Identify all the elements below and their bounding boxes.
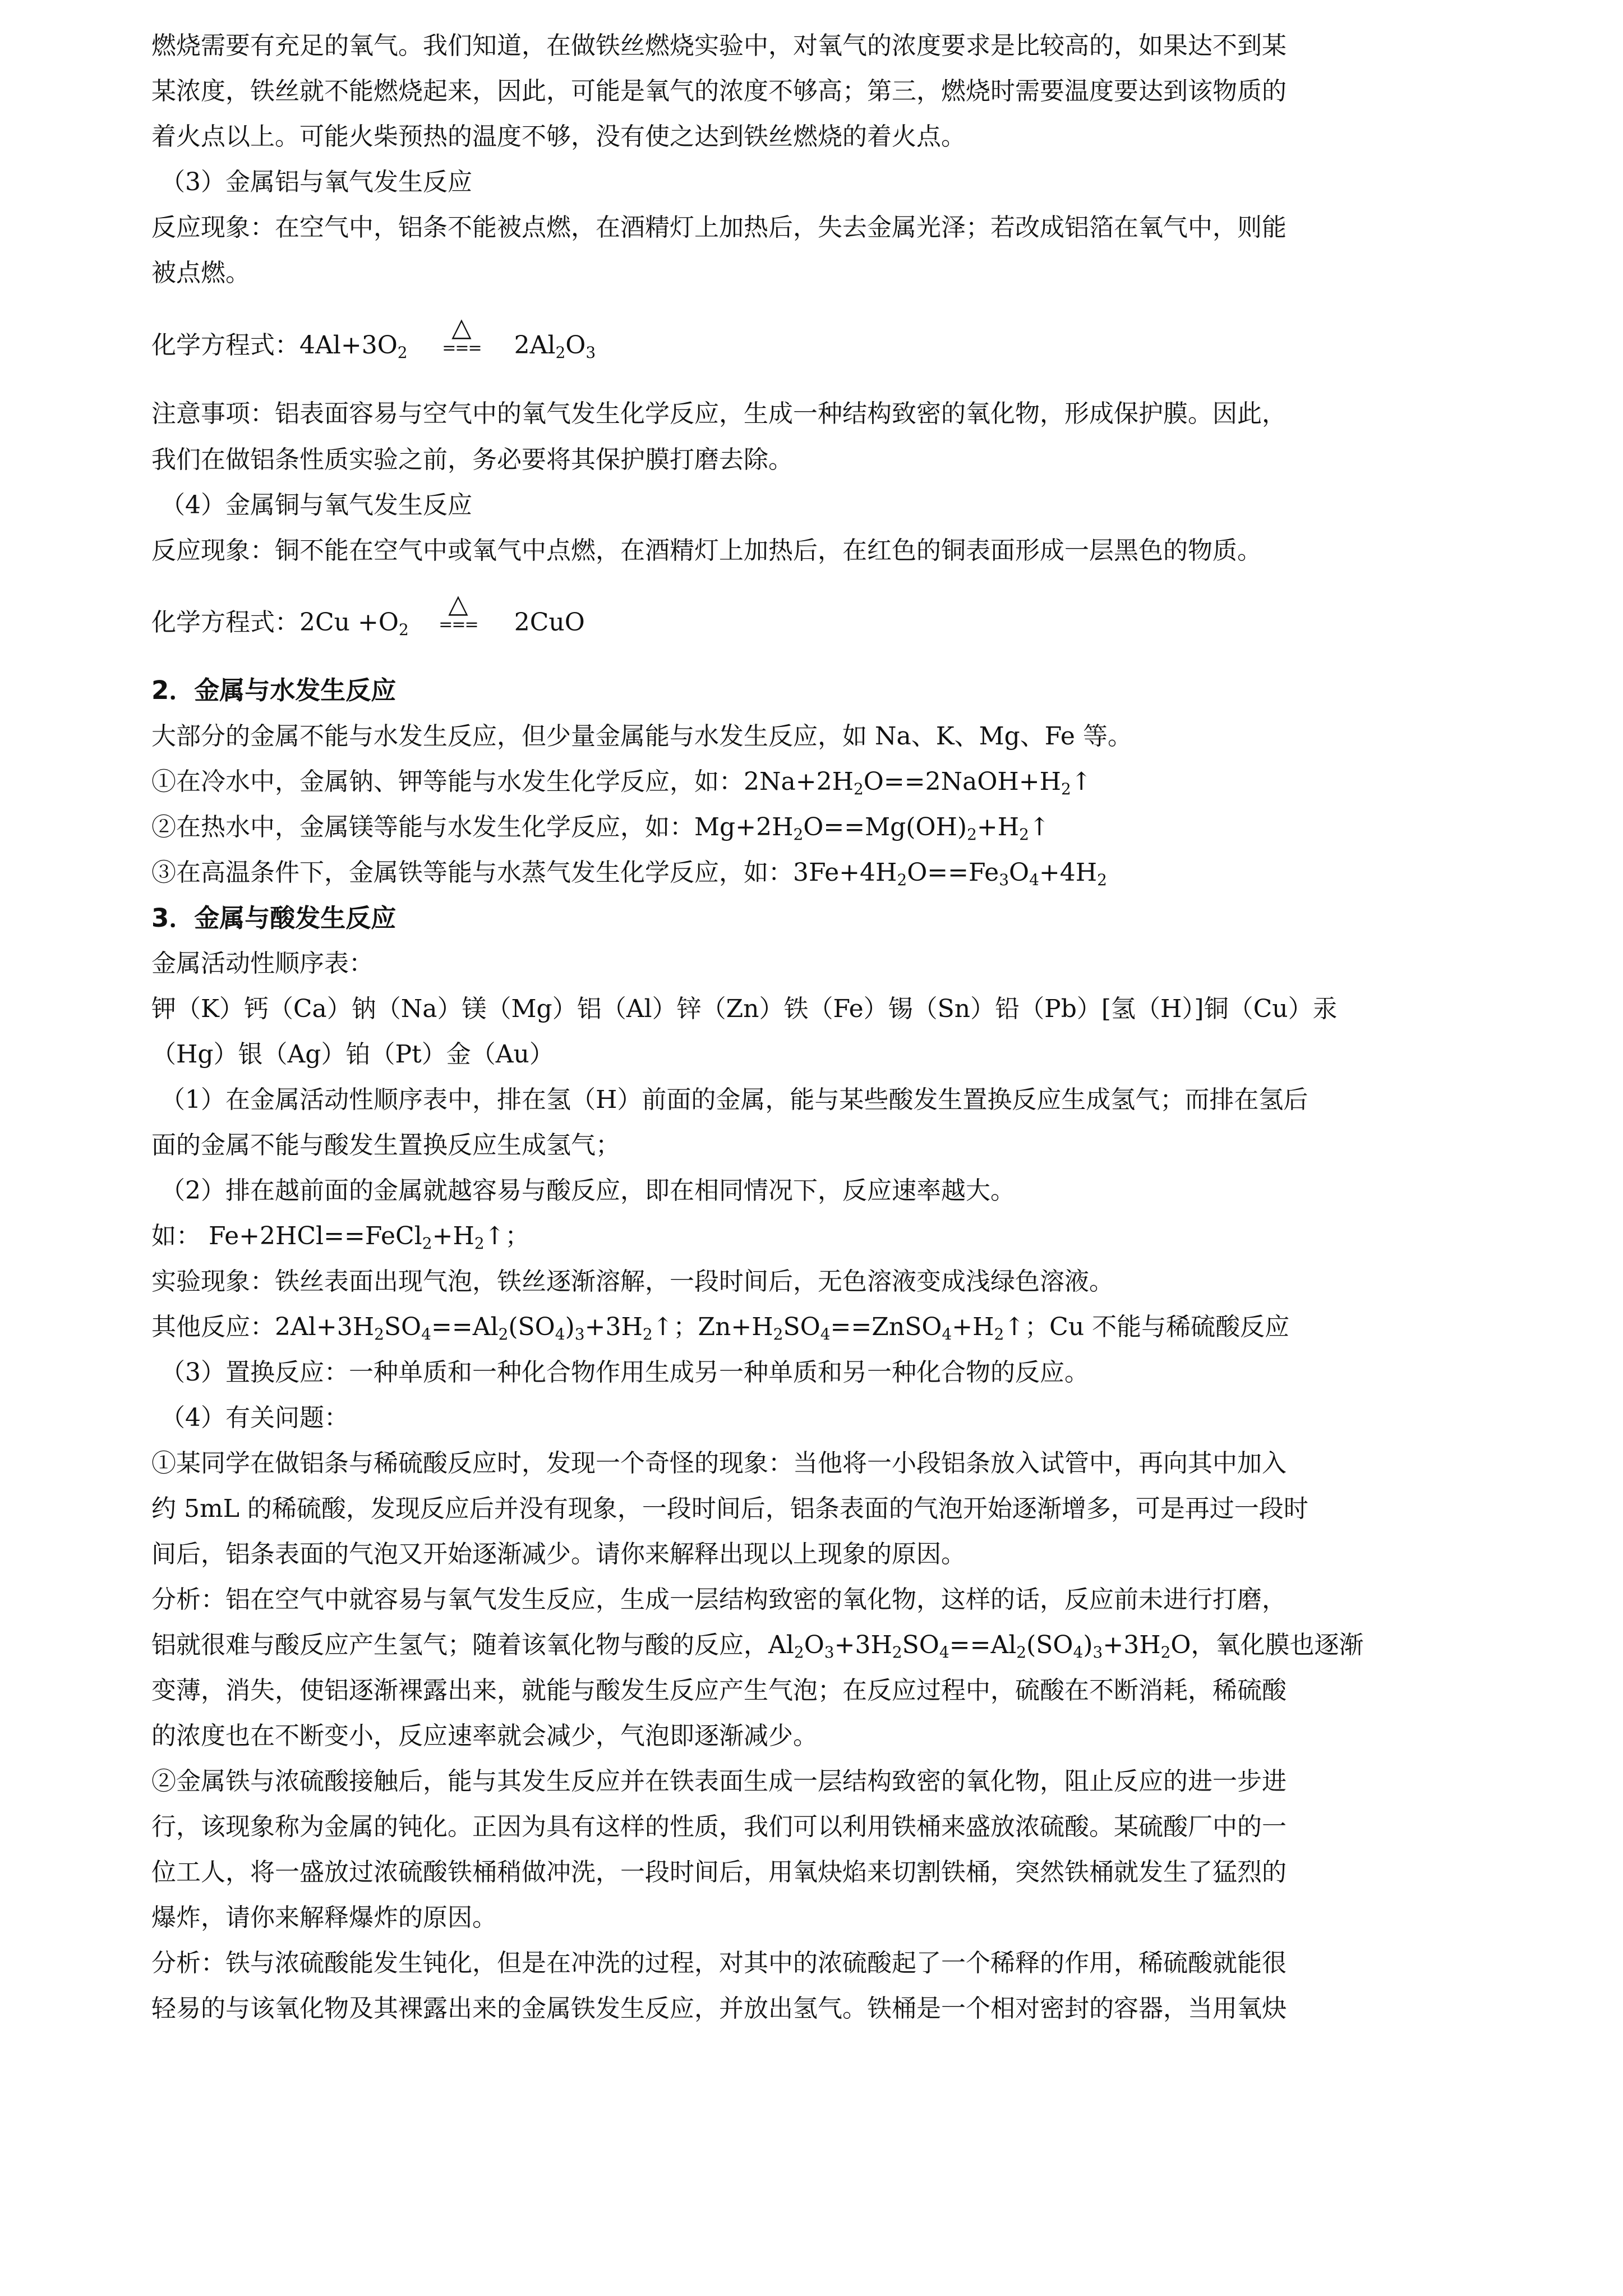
- paragraph-line: 行，该现象称为金属的钝化。正因为具有这样的性质，我们可以利用铁桶来盛放浓硫酸。某硫酸厂中的一: [151, 1812, 1287, 1841]
- paragraph-line: 间后，铝条表面的气泡又开始逐渐减少。请你来解释出现以上现象的原因。: [151, 1540, 966, 1568]
- paragraph-line: 变薄，消失，使铝逐渐裸露出来，就能与酸发生反应产生气泡；在反应过程中，硫酸在不断消耗，稀硫酸: [151, 1676, 1287, 1705]
- reaction-line-other: 其他反应：$2Al+3H_2SO_4==Al_2(SO_4)_3+3H_2↑$；$Zn+H_2SO_4==ZnSO_4+H_2↑$；Cu 不能与稀硫酸反应: [151, 1313, 1290, 1343]
- subsection-heading: （4）金属铜与氧气发生反应: [160, 491, 472, 519]
- paragraph-line: 面的金属不能与酸发生置换反应生成氢气；: [151, 1131, 620, 1159]
- paragraph-line: （3）置换反应：一种单质和一种化合物作用生成另一种单质和另一种化合物的反应。: [160, 1358, 1089, 1387]
- reaction-line-cold-water: ①在冷水中，金属钠、钾等能与水发生化学反应，如：$2Na+2H_2O==2NaOH+H_2↑$: [151, 767, 1092, 798]
- equals-sign: ===: [442, 338, 481, 358]
- paragraph-line: 反应现象：铜不能在空气中或氧气中点燃，在酒精灯上加热后，在红色的铜表面形成一层黑色的物质。: [151, 536, 1262, 565]
- section-heading: 2．金属与水发生反应: [151, 675, 396, 705]
- paragraph-line: 金属活动性顺序表：: [151, 949, 374, 978]
- subsection-heading: （4）有关问题：: [160, 1404, 349, 1432]
- subsection-heading: （3）金属铝与氧气发生反应: [160, 168, 472, 196]
- chemical-equation-cu: 化学方程式：$2Cu +O_2$ 2CuO: [151, 608, 585, 639]
- paragraph-line: 大部分的金属不能与水发生反应，但少量金属能与水发生反应，如 Na、K、Mg、Fe 等。: [151, 722, 1132, 751]
- paragraph-line: 约 5mL 的稀硫酸，发现反应后并没有现象，一段时间后，铝条表面的气泡开始逐渐增多，可是再过一段时: [151, 1494, 1308, 1523]
- paragraph-line: ②金属铁与浓硫酸接触后，能与其发生反应并在铁表面生成一层结构致密的氧化物，阻止反应的进一步进: [151, 1767, 1287, 1796]
- heat-triangle-icon: △: [451, 312, 472, 342]
- section-heading: 3．金属与酸发生反应: [151, 903, 396, 933]
- paragraph-line: 注意事项：铝表面容易与空气中的氧气发生化学反应，生成一种结构致密的氧化物，形成保护膜。因此，: [151, 399, 1287, 428]
- paragraph-line: 实验现象：铁丝表面出现气泡，铁丝逐渐溶解，一段时间后，无色溶液变成浅绿色溶液。: [151, 1267, 1114, 1296]
- analysis-equation-line: 铝就很难与酸反应产生氢气；随着该氧化物与酸的反应，$Al_2O_3+3H_2SO_4==Al_2(SO_4)_3+3H_2O$，氧化膜也逐渐: [151, 1631, 1364, 1662]
- reaction-line-hot-water: ②在热水中，金属镁等能与水发生化学反应，如：$Mg+2H_2O==Mg(OH)_2+H_2↑$: [151, 813, 1050, 844]
- equals-sign: ===: [439, 615, 478, 634]
- paragraph-line: 位工人，将一盛放过浓硫酸铁桶稍做冲洗，一段时间后，用氧炔焰来切割铁桶，突然铁桶就发生了猛烈的: [151, 1858, 1287, 1887]
- paragraph-line: 爆炸，请你来解释爆炸的原因。: [151, 1903, 497, 1932]
- paragraph-line: 燃烧需要有充足的氧气。我们知道，在做铁丝燃烧实验中，对氧气的浓度要求是比较高的，如果达不到某: [151, 31, 1287, 60]
- paragraph-line: 被点燃。: [151, 259, 250, 287]
- paragraph-line: 反应现象：在空气中，铝条不能被点燃，在酒精灯上加热后，失去金属光泽；若改成铝箔在氧气中，则能: [151, 213, 1287, 242]
- paragraph-line: 轻易的与该氧化物及其裸露出来的金属铁发生反应，并放出氢气。铁桶是一个相对密封的容器，当用氧炔: [151, 1994, 1287, 2023]
- reaction-line-fe-hcl: 如： $Fe+2HCl==FeCl_2+H_2↑$；: [151, 1222, 530, 1253]
- activity-series-line: （Hg）银（Ag）铂（Pt）金（Au）: [151, 1040, 554, 1069]
- reaction-line-steam: ③在高温条件下，金属铁等能与水蒸气发生化学反应，如：$3Fe+4H_2O==Fe_3O_4+4H_2$: [151, 858, 1107, 889]
- reaction-condition-heat: [436, 314, 487, 357]
- activity-series-line: 钾（K）钙（Ca）钠（Na）镁（Mg）铝（Al）锌（Zn）铁（Fe）锡（Sn）铅（Pb）[氢（H）]铜（Cu）汞: [151, 995, 1338, 1023]
- chemical-equation-al: 化学方程式：$4Al+3O_2$ $2Al_2O_3$: [151, 331, 596, 362]
- paragraph-line: 的浓度也在不断变小，反应速率就会减少，气泡即逐渐减少。: [151, 1722, 818, 1750]
- paragraph-line: （1）在金属活动性顺序表中，排在氢（H）前面的金属，能与某些酸发生置换反应生成氢气；而排在氢后: [160, 1085, 1308, 1114]
- paragraph-line: 着火点以上。可能火柴预热的温度不够，没有使之达到铁丝燃烧的着火点。: [151, 122, 966, 151]
- reaction-condition-heat: [433, 588, 483, 634]
- paragraph-line: 某浓度，铁丝就不能燃烧起来，因此，可能是氧气的浓度不够高；第三，燃烧时需要温度要达到该物质的: [151, 77, 1287, 105]
- paragraph-line: 我们在做铝条性质实验之前，务必要将其保护膜打磨去除。: [151, 445, 793, 474]
- paragraph-line: ①某同学在做铝条与稀硫酸反应时，发现一个奇怪的现象：当他将一小段铝条放入试管中，再向其中加入: [151, 1449, 1287, 1478]
- paragraph-line: 分析：铁与浓硫酸能发生钝化，但是在冲洗的过程，对其中的浓硫酸起了一个稀释的作用，稀硫酸就能很: [151, 1949, 1287, 1977]
- paragraph-line: 分析：铝在空气中就容易与氧气发生反应，生成一层结构致密的氧化物，这样的话，反应前未进行打磨，: [151, 1585, 1287, 1614]
- heat-triangle-icon: △: [448, 588, 468, 619]
- paragraph-line: （2）排在越前面的金属就越容易与酸反应，即在相同情况下，反应速率越大。: [160, 1176, 1015, 1205]
